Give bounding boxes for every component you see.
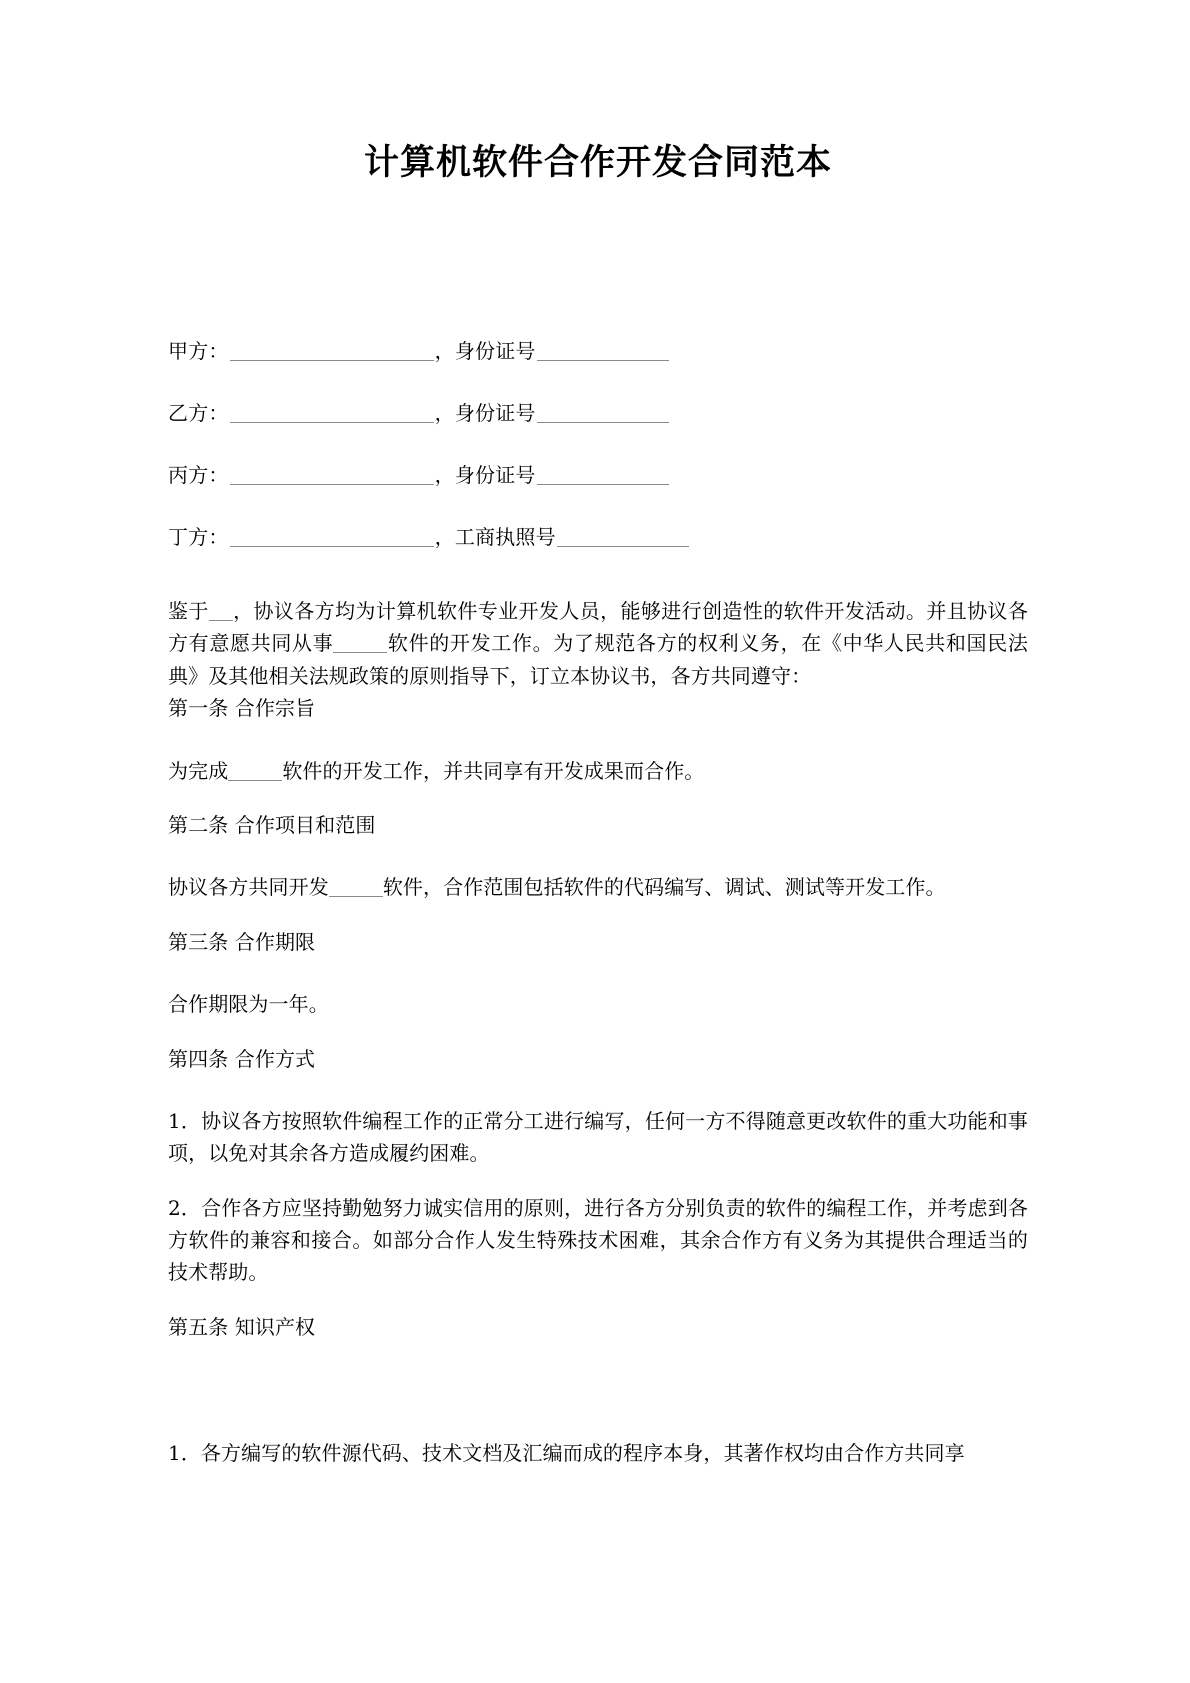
party-id-blank-bing[interactable]: [537, 484, 669, 485]
party-name-blank-bing[interactable]: [230, 484, 434, 485]
party-row-bing: [168, 460, 1028, 491]
article-1-text-2: 软件的开发工作，并共同享有开发成果而合作。: [282, 758, 705, 783]
article-2-text-2: 软件，合作范围包括软件的代码编写、调试、测试等开发工作。: [382, 875, 946, 900]
article-body-2: [168, 871, 1028, 903]
party-separator-yi: ，: [434, 401, 455, 425]
article-heading-4: 第四条 合作方式: [168, 1046, 316, 1071]
preamble-text-1: 鉴于: [168, 599, 209, 623]
article-5-spacer: [168, 1373, 1028, 1437]
party-row-yi: [168, 398, 1028, 429]
preamble-blank-2[interactable]: [333, 652, 387, 653]
party-row-ding: [168, 522, 1028, 553]
party-separator-ding: ，: [434, 525, 455, 549]
party-label-bing: 丙方：: [168, 463, 229, 487]
party-label-ding: 丁方：: [168, 525, 229, 549]
party-fields-block: [168, 336, 1028, 553]
party-id-blank-ding[interactable]: [557, 546, 689, 547]
preamble-paragraph: [168, 595, 1028, 692]
article-1-text-1: 为完成: [168, 758, 229, 783]
title-spacer: [168, 184, 1028, 336]
article-5-item-1: 1．各方编写的软件源代码、技术文档及汇编而成的程序本身，其著作权均由合作方共同享: [168, 1441, 965, 1466]
article-heading-2: 第二条 合作项目和范围: [168, 812, 376, 837]
party-name-blank-yi[interactable]: [230, 422, 434, 423]
article-4-item-1: 1．协议各方按照软件编程工作的正常分工进行编写，任何一方不得随意更改软件的重大功能和事项，以免对其余各方造成履约困难。: [168, 1108, 1028, 1166]
party-id-label-ding: 工商执照号: [454, 525, 556, 549]
party-label-jia: 甲方：: [168, 339, 229, 363]
article-1-blank[interactable]: [228, 780, 282, 781]
party-name-blank-ding[interactable]: [230, 546, 434, 547]
preamble-blank-1[interactable]: [209, 620, 233, 621]
party-id-label-bing: 身份证号: [454, 463, 536, 487]
preamble-spacer: [168, 584, 1028, 595]
page-title: 计算机软件合作开发合同范本: [363, 142, 832, 183]
article-2-blank[interactable]: [329, 896, 383, 897]
article-body-1: [168, 755, 1028, 787]
article-heading-1: 第一条 合作宗旨: [168, 696, 316, 721]
party-label-yi: 乙方：: [168, 401, 229, 425]
preamble-text-3: 软件的开发工作。为了规范各方的权利义务，在《中华人民共和国民法典》及其他相关法规政策的原则指导下，订立本协议书，各方共同遵守：: [168, 631, 1028, 688]
party-separator-bing: ，: [434, 463, 455, 487]
article-heading-3: 第三条 合作期限: [168, 929, 316, 954]
article-heading-5: 第五条 知识产权: [168, 1314, 316, 1339]
document-content: [168, 0, 1028, 1492]
party-id-label-yi: 身份证号: [454, 401, 536, 425]
preamble-text-2: ，协议各方均为计算机软件专业开发人员，能够进行创造性的软件开发活动。并且协议各方有意愿共同从事: [168, 599, 1028, 656]
party-id-blank-jia[interactable]: [537, 360, 669, 361]
party-id-blank-yi[interactable]: [537, 422, 669, 423]
party-name-blank-jia[interactable]: [230, 360, 434, 361]
party-separator-jia: ，: [434, 339, 455, 363]
party-row-jia: [168, 336, 1028, 367]
party-id-label-jia: 身份证号: [454, 339, 536, 363]
article-body-3: 合作期限为一年。: [168, 992, 329, 1017]
article-4-item-2: 2．合作各方应坚持勤勉努力诚实信用的原则，进行各方分别负责的软件的编程工作，并考虑到各方软件的兼容和接合。如部分合作人发生特殊技术困难，其余合作方有义务为其提供合理适当的技术帮助。: [168, 1195, 1028, 1285]
article-2-text-1: 协议各方共同开发: [168, 875, 329, 900]
